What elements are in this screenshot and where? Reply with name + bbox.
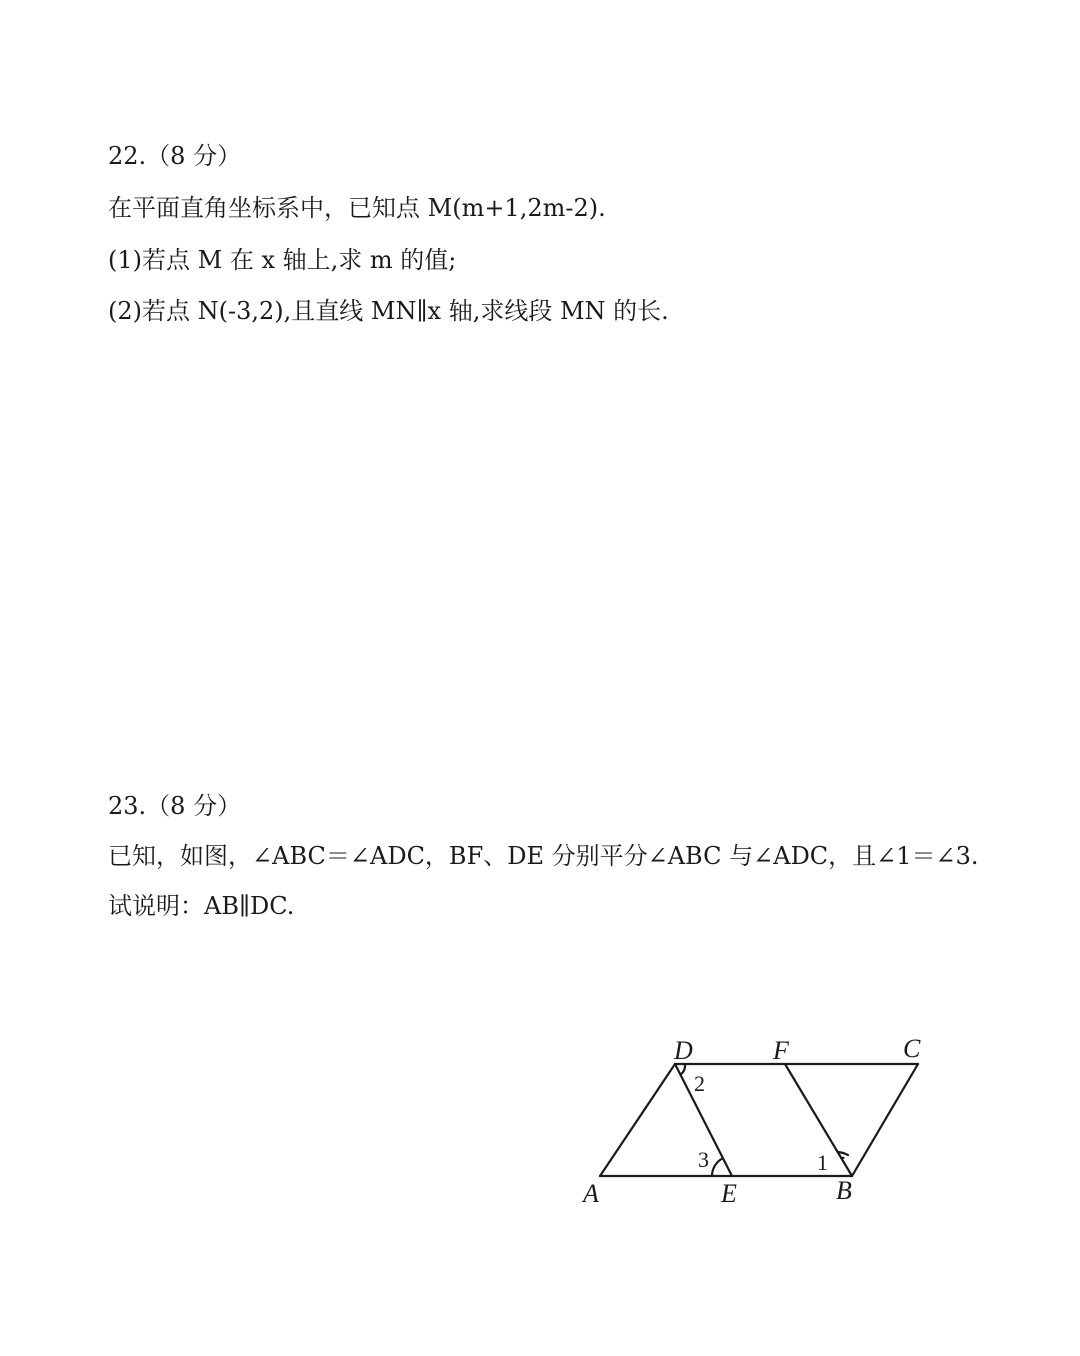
angle-label-2: 2 xyxy=(694,1071,705,1096)
q22-stem: 在平面直角坐标系中，已知点 M(m+1,2m-2). xyxy=(108,194,606,222)
label-b: B xyxy=(836,1176,852,1205)
angle-arc-3 xyxy=(712,1158,723,1176)
label-c: C xyxy=(903,1034,921,1063)
label-f: F xyxy=(773,1036,789,1065)
label-a: A xyxy=(583,1179,599,1208)
segment-ad xyxy=(600,1064,675,1176)
label-d: D xyxy=(674,1036,693,1065)
q22-header: 22.（8 分） xyxy=(108,142,242,170)
q22-part1: (1)若点 M 在 x 轴上,求 m 的值; xyxy=(108,246,457,274)
q23-header: 23.（8 分） xyxy=(108,792,242,820)
angle-label-3: 3 xyxy=(698,1147,709,1172)
q22-part2: (2)若点 N(-3,2),且直线 MN∥x 轴,求线段 MN 的长. xyxy=(108,297,669,325)
label-e: E xyxy=(721,1179,737,1208)
angle-arc-2 xyxy=(681,1064,686,1075)
q23-prompt: 试说明：AB∥DC. xyxy=(108,892,295,920)
q23-stem: 已知，如图，∠ABC＝∠ADC，BF、DE 分别平分∠ABC 与∠ADC，且∠1＝∠3. xyxy=(108,842,979,870)
segment-bc xyxy=(852,1064,918,1176)
geometry-figure xyxy=(570,1025,960,1215)
angle-label-1: 1 xyxy=(817,1150,828,1175)
